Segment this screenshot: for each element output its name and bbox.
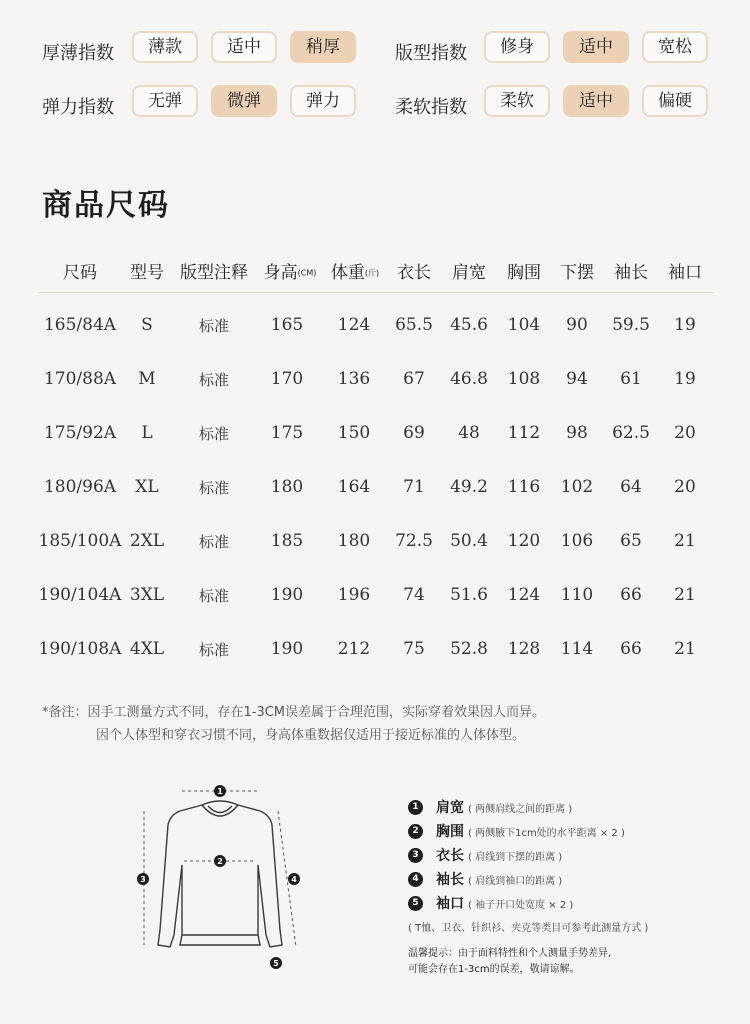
- header-weight: [326, 258, 384, 283]
- cell-shoulder: 45.6: [450, 315, 488, 335]
- header-height-unit: (CM): [297, 268, 317, 278]
- softness-option-hard: 偏硬: [642, 85, 708, 117]
- legend-desc-chest: ( 两侧腋下1cm处的水平距离 × 2 ): [468, 828, 625, 839]
- cell-fit-note: 标准: [198, 533, 229, 551]
- cell-cuff: 20: [674, 423, 696, 443]
- header-height-label: 身高: [263, 263, 298, 283]
- cell-height: 165: [270, 315, 304, 335]
- thickness-option-medium: 适中: [211, 31, 277, 63]
- cell-sleeve: 64: [620, 477, 642, 497]
- cell-size: 190/108A: [38, 639, 122, 659]
- cell-sleeve: 65: [620, 531, 642, 551]
- table-row: [38, 293, 714, 347]
- cell-shoulder: 50.4: [450, 531, 488, 551]
- legend-desc-sleeve: ( 肩线到袖口的距离 ): [468, 876, 563, 887]
- cell-height: 185: [270, 531, 304, 551]
- fit-option-loose: 宽松: [642, 31, 708, 63]
- cell-model: L: [141, 423, 153, 443]
- cell-fit-note: 标准: [198, 587, 229, 605]
- cell-cuff: 19: [674, 315, 696, 335]
- softness-option-soft: 柔软: [484, 85, 550, 117]
- table-row: [38, 509, 714, 563]
- attr-fit-label: 版型指数: [395, 43, 467, 64]
- cell-chest: 108: [507, 369, 541, 389]
- cell-chest: 120: [507, 531, 541, 551]
- elasticity-option-slight: 微弹: [211, 85, 277, 117]
- attr-elasticity-label: 弹力指数: [42, 97, 114, 118]
- cell-length: 69: [403, 423, 425, 443]
- cell-height: 190: [270, 585, 304, 605]
- cell-length: 67: [403, 369, 425, 389]
- cell-hem: 90: [566, 315, 588, 335]
- size-table: [38, 254, 714, 671]
- cell-length: 65.5: [395, 315, 433, 335]
- table-row: [38, 347, 714, 401]
- cell-length: 72.5: [395, 531, 433, 551]
- cell-model: XL: [135, 477, 159, 497]
- cell-fit-note: 标准: [198, 479, 229, 497]
- cell-shoulder: 46.8: [450, 369, 488, 389]
- cell-fit-note: 标准: [198, 425, 229, 443]
- cell-cuff: 21: [674, 531, 696, 551]
- header-cuff: 袖口: [668, 263, 702, 283]
- legend-name-sleeve: 袖长: [436, 872, 464, 888]
- cell-length: 74: [403, 585, 425, 605]
- cell-weight: 150: [337, 423, 371, 443]
- attr-softness-label: 柔软指数: [395, 97, 467, 118]
- cell-chest: 116: [507, 477, 541, 497]
- thickness-option-thick: 稍厚: [290, 31, 356, 63]
- cell-sleeve: 66: [620, 585, 642, 605]
- legend-desc-length: ( 肩线到下摆的距离 ): [468, 852, 563, 863]
- legend-item-sleeve: [408, 869, 728, 893]
- legend-name-length: 衣长: [436, 848, 464, 864]
- cell-fit-note: 标准: [198, 371, 229, 389]
- note-line-1: *备注：因手工测量方式不同，存在1-3CM误差属于合理范围，实际穿着效果因人而异。: [42, 705, 546, 720]
- legend-name-chest: 胸围: [436, 824, 464, 840]
- cell-weight: 124: [337, 315, 371, 335]
- cell-hem: 94: [566, 369, 588, 389]
- legend-num-3-icon: 3: [408, 848, 423, 863]
- cell-sleeve: 59.5: [612, 315, 650, 335]
- measurement-note: [42, 701, 545, 747]
- legend-name-cuff: 袖口: [436, 896, 464, 912]
- table-row: [38, 455, 714, 509]
- cell-length: 71: [403, 477, 425, 497]
- marker-1-label: 1: [217, 787, 223, 796]
- thickness-option-thin: 薄款: [132, 31, 198, 63]
- tips-line-2: 可能会存在1-3cm的误差，敬请谅解。: [408, 964, 580, 975]
- legend-item-chest: [408, 821, 728, 845]
- measurement-legend: [408, 797, 728, 978]
- cell-size: 190/104A: [38, 585, 122, 605]
- cell-weight: 196: [337, 585, 371, 605]
- sweater-measurement-diagram: [130, 775, 310, 975]
- legend-item-shoulder: [408, 797, 728, 821]
- cell-sleeve: 62.5: [612, 423, 650, 443]
- cell-model: M: [138, 369, 156, 389]
- fit-option-medium: 适中: [563, 31, 629, 63]
- cell-height: 190: [270, 639, 304, 659]
- cell-height: 175: [270, 423, 304, 443]
- header-fit-note: 版型注释: [180, 263, 248, 283]
- marker-5-label: 5: [273, 959, 279, 968]
- legend-name-shoulder: 肩宽: [436, 800, 464, 816]
- legend-num-2-icon: 2: [408, 824, 423, 839]
- header-height: [256, 258, 324, 283]
- cell-model: 2XL: [129, 531, 165, 551]
- cell-hem: 98: [566, 423, 588, 443]
- cell-cuff: 21: [674, 585, 696, 605]
- cell-size: 170/88A: [43, 369, 117, 389]
- softness-option-medium: 适中: [563, 85, 629, 117]
- cell-hem: 114: [560, 639, 594, 659]
- header-shoulder: 肩宽: [452, 263, 486, 283]
- legend-item-length: [408, 845, 728, 869]
- header-chest: 胸围: [507, 263, 541, 283]
- marker-3-label: 3: [140, 875, 146, 884]
- cell-hem: 110: [560, 585, 594, 605]
- cell-hem: 106: [560, 531, 594, 551]
- cell-cuff: 19: [674, 369, 696, 389]
- marker-4-label: 4: [291, 875, 297, 884]
- header-weight-unit: (斤): [364, 268, 380, 278]
- cell-sleeve: 61: [620, 369, 642, 389]
- cell-cuff: 21: [674, 639, 696, 659]
- cell-chest: 104: [507, 315, 541, 335]
- attr-row-2: [0, 85, 750, 125]
- tips-line-1: 温馨提示：由于面料特性和个人测量手势差异,: [408, 948, 612, 959]
- table-row: [38, 617, 714, 671]
- cell-shoulder: 49.2: [450, 477, 488, 497]
- header-model: 型号: [130, 263, 164, 283]
- warm-tips: [408, 946, 728, 978]
- cell-shoulder: 51.6: [450, 585, 488, 605]
- cell-size: 185/100A: [38, 531, 122, 551]
- cell-height: 180: [270, 477, 304, 497]
- fit-option-slim: 修身: [484, 31, 550, 63]
- cell-size: 180/96A: [43, 477, 117, 497]
- attr-thickness-label: 厚薄指数: [42, 43, 114, 64]
- cell-size: 175/92A: [43, 423, 117, 443]
- cell-chest: 124: [507, 585, 541, 605]
- legend-num-1-icon: 1: [408, 800, 423, 815]
- cell-weight: 136: [337, 369, 371, 389]
- attr-row-1: [0, 31, 750, 71]
- header-size: 尺码: [63, 263, 97, 283]
- cell-sleeve: 66: [620, 639, 642, 659]
- header-length: 衣长: [397, 263, 431, 283]
- header-weight-label: 体重: [330, 263, 365, 283]
- cell-model: S: [141, 315, 153, 335]
- table-header: [38, 254, 714, 293]
- legend-num-5-icon: 5: [408, 896, 423, 911]
- cell-shoulder: 52.8: [450, 639, 488, 659]
- cell-fit-note: 标准: [198, 641, 229, 659]
- legend-item-cuff: [408, 893, 728, 917]
- table-row: [38, 401, 714, 455]
- cell-size: 165/84A: [43, 315, 117, 335]
- sweater-outline: [158, 801, 282, 947]
- legend-desc-shoulder: ( 两侧肩线之间的距离 ): [468, 804, 573, 815]
- table-body: [38, 293, 714, 671]
- marker-2-label: 2: [217, 857, 223, 866]
- cell-length: 75: [403, 639, 425, 659]
- cell-weight: 180: [337, 531, 371, 551]
- cell-shoulder: 48: [458, 423, 480, 443]
- legend-num-4-icon: 4: [408, 872, 423, 887]
- cell-fit-note: 标准: [198, 317, 229, 335]
- legend-desc-cuff: ( 袖子开口处宽度 × 2 ): [468, 900, 574, 911]
- cell-height: 170: [270, 369, 304, 389]
- cell-weight: 212: [337, 639, 371, 659]
- elasticity-option-none: 无弹: [132, 85, 198, 117]
- elasticity-option-stretch: 弹力: [290, 85, 356, 117]
- cell-cuff: 20: [674, 477, 696, 497]
- table-row: [38, 563, 714, 617]
- cell-model: 4XL: [129, 639, 165, 659]
- section-title: 商品尺码: [42, 188, 170, 223]
- cell-chest: 112: [507, 423, 541, 443]
- cell-weight: 164: [337, 477, 371, 497]
- header-sleeve: 袖长: [614, 263, 648, 283]
- cell-model: 3XL: [129, 585, 165, 605]
- note-line-2: 因个人体型和穿衣习惯不同，身高体重数据仅适用于接近标准的人体体型。: [96, 728, 526, 743]
- cell-hem: 102: [560, 477, 594, 497]
- cell-chest: 128: [507, 639, 541, 659]
- header-hem: 下摆: [560, 263, 594, 283]
- legend-extra-note: ( T恤、卫衣、针织衫、夹克等类目可参考此测量方式 ): [408, 923, 649, 934]
